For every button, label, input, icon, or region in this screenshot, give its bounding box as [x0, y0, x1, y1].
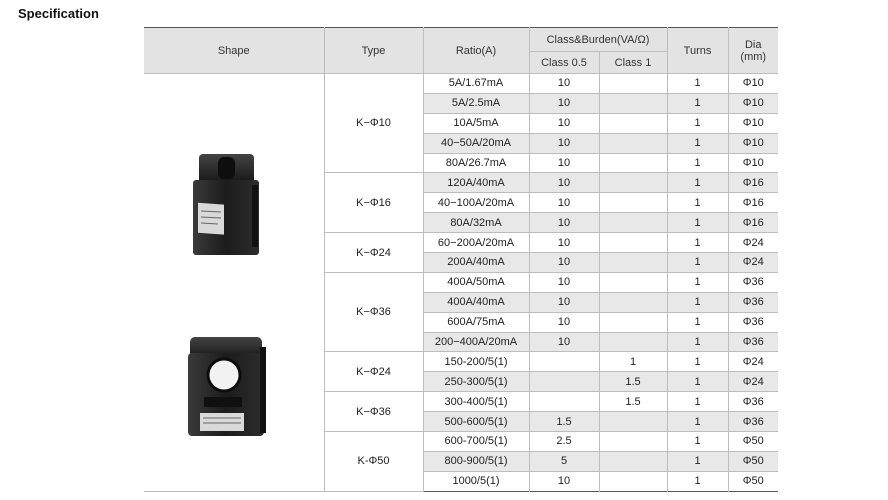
type-cell: K−Φ36 [324, 392, 423, 432]
class05-cell: 10 [529, 233, 599, 253]
specification-body [144, 74, 778, 492]
ratio-cell: 200A/40mA [423, 253, 529, 273]
ratio-cell: 80A/26.7mA [423, 153, 529, 173]
turns-cell: 1 [667, 93, 728, 113]
ratio-cell: 600-700/5(1) [423, 432, 529, 452]
class05-cell: 10 [529, 74, 599, 94]
class05-cell: 10 [529, 133, 599, 153]
turns-cell: 1 [667, 153, 728, 173]
dia-cell: Φ10 [728, 93, 778, 113]
class05-cell: 10 [529, 332, 599, 352]
turns-cell: 1 [667, 173, 728, 193]
dia-cell: Φ10 [728, 133, 778, 153]
class1-cell [599, 153, 667, 173]
class05-cell: 10 [529, 471, 599, 491]
class1-cell: 1.5 [599, 392, 667, 412]
dia-cell: Φ24 [728, 352, 778, 372]
ratio-cell: 300-400/5(1) [423, 392, 529, 412]
turns-cell: 1 [667, 292, 728, 312]
ratio-cell: 5A/2.5mA [423, 93, 529, 113]
ratio-cell: 500-600/5(1) [423, 412, 529, 432]
class05-cell: 5 [529, 451, 599, 471]
turns-cell: 1 [667, 312, 728, 332]
class05-cell: 2.5 [529, 432, 599, 452]
dia-cell: Φ16 [728, 213, 778, 233]
dia-cell: Φ50 [728, 432, 778, 452]
class05-cell: 10 [529, 193, 599, 213]
header-ratio: Ratio(A) [423, 28, 529, 74]
class05-cell: 10 [529, 153, 599, 173]
class1-cell [599, 451, 667, 471]
class05-cell: 10 [529, 253, 599, 273]
class05-cell: 10 [529, 272, 599, 292]
table-row [144, 74, 778, 94]
type-cell: K−Φ10 [324, 74, 423, 173]
type-cell: K−Φ24 [324, 233, 423, 273]
ratio-cell: 5A/1.67mA [423, 74, 529, 94]
ratio-cell: 600A/75mA [423, 312, 529, 332]
dia-cell: Φ24 [728, 253, 778, 273]
class1-cell [599, 412, 667, 432]
dia-cell: Φ10 [728, 74, 778, 94]
class05-cell [529, 352, 599, 372]
class1-cell: 1 [599, 352, 667, 372]
turns-cell: 1 [667, 471, 728, 491]
ct-small-icon [144, 75, 324, 490]
header-class-1: Class 1 [599, 52, 667, 74]
turns-cell: 1 [667, 412, 728, 432]
turns-cell: 1 [667, 332, 728, 352]
ratio-cell: 800-900/5(1) [423, 451, 529, 471]
ratio-cell: 120A/40mA [423, 173, 529, 193]
dia-cell: Φ50 [728, 451, 778, 471]
class1-cell [599, 173, 667, 193]
shape-cell [144, 74, 324, 492]
class1-cell [599, 213, 667, 233]
class1-cell [599, 93, 667, 113]
class1-cell [599, 312, 667, 332]
class05-cell: 10 [529, 213, 599, 233]
class05-cell: 10 [529, 113, 599, 133]
header-dia [728, 28, 778, 74]
dia-cell: Φ36 [728, 292, 778, 312]
class05-cell [529, 372, 599, 392]
dia-cell: Φ16 [728, 173, 778, 193]
ratio-cell: 80A/32mA [423, 213, 529, 233]
class05-cell: 1.5 [529, 412, 599, 432]
ratio-cell: 1000/5(1) [423, 471, 529, 491]
turns-cell: 1 [667, 352, 728, 372]
dia-cell: Φ50 [728, 471, 778, 491]
ratio-cell: 10A/5mA [423, 113, 529, 133]
type-cell: K−Φ36 [324, 272, 423, 352]
header-turns: Turns [667, 28, 728, 74]
header-shape: Shape [144, 28, 324, 74]
dia-cell: Φ36 [728, 392, 778, 412]
header-dia-label: Dia [744, 38, 762, 51]
class05-cell: 10 [529, 173, 599, 193]
turns-cell: 1 [667, 113, 728, 133]
ratio-cell: 400A/40mA [423, 292, 529, 312]
type-cell: K−Φ24 [324, 352, 423, 392]
turns-cell: 1 [667, 213, 728, 233]
class1-cell [599, 432, 667, 452]
class05-cell: 10 [529, 93, 599, 113]
dia-cell: Φ10 [728, 113, 778, 133]
ratio-cell: 40−100A/20mA [423, 193, 529, 213]
class1-cell [599, 233, 667, 253]
header-class-burden: Class&Burden(VA/Ω) [529, 28, 667, 52]
class1-cell [599, 74, 667, 94]
specification-table [144, 27, 778, 492]
dia-cell: Φ36 [728, 312, 778, 332]
class1-cell [599, 332, 667, 352]
ct-large-icon [144, 75, 324, 490]
header-dia-unit: (mm) [740, 50, 767, 63]
turns-cell: 1 [667, 392, 728, 412]
class1-cell [599, 471, 667, 491]
turns-cell: 1 [667, 74, 728, 94]
turns-cell: 1 [667, 451, 728, 471]
dia-cell: Φ36 [728, 412, 778, 432]
turns-cell: 1 [667, 372, 728, 392]
dia-cell: Φ24 [728, 372, 778, 392]
class1-cell [599, 133, 667, 153]
dia-cell: Φ36 [728, 332, 778, 352]
ct-images [144, 75, 324, 490]
class1-cell [599, 292, 667, 312]
type-cell: K-Φ50 [324, 432, 423, 492]
class1-cell [599, 113, 667, 133]
class1-cell [599, 193, 667, 213]
dia-cell: Φ36 [728, 272, 778, 292]
ratio-cell: 400A/50mA [423, 272, 529, 292]
turns-cell: 1 [667, 133, 728, 153]
class05-cell: 10 [529, 312, 599, 332]
turns-cell: 1 [667, 432, 728, 452]
header-class-05: Class 0.5 [529, 52, 599, 74]
dia-cell: Φ16 [728, 193, 778, 213]
turns-cell: 1 [667, 233, 728, 253]
class05-cell [529, 392, 599, 412]
ratio-cell: 200−400A/20mA [423, 332, 529, 352]
dia-cell: Φ10 [728, 153, 778, 173]
ratio-cell: 40−50A/20mA [423, 133, 529, 153]
dia-cell: Φ24 [728, 233, 778, 253]
turns-cell: 1 [667, 272, 728, 292]
type-cell: K−Φ16 [324, 173, 423, 233]
ratio-cell: 250-300/5(1) [423, 372, 529, 392]
class1-cell [599, 272, 667, 292]
section-title: Specification [18, 6, 99, 21]
ratio-cell: 60−200A/20mA [423, 233, 529, 253]
class1-cell [599, 253, 667, 273]
turns-cell: 1 [667, 253, 728, 273]
class05-cell: 10 [529, 292, 599, 312]
turns-cell: 1 [667, 193, 728, 213]
ratio-cell: 150-200/5(1) [423, 352, 529, 372]
class1-cell: 1.5 [599, 372, 667, 392]
header-type: Type [324, 28, 423, 74]
